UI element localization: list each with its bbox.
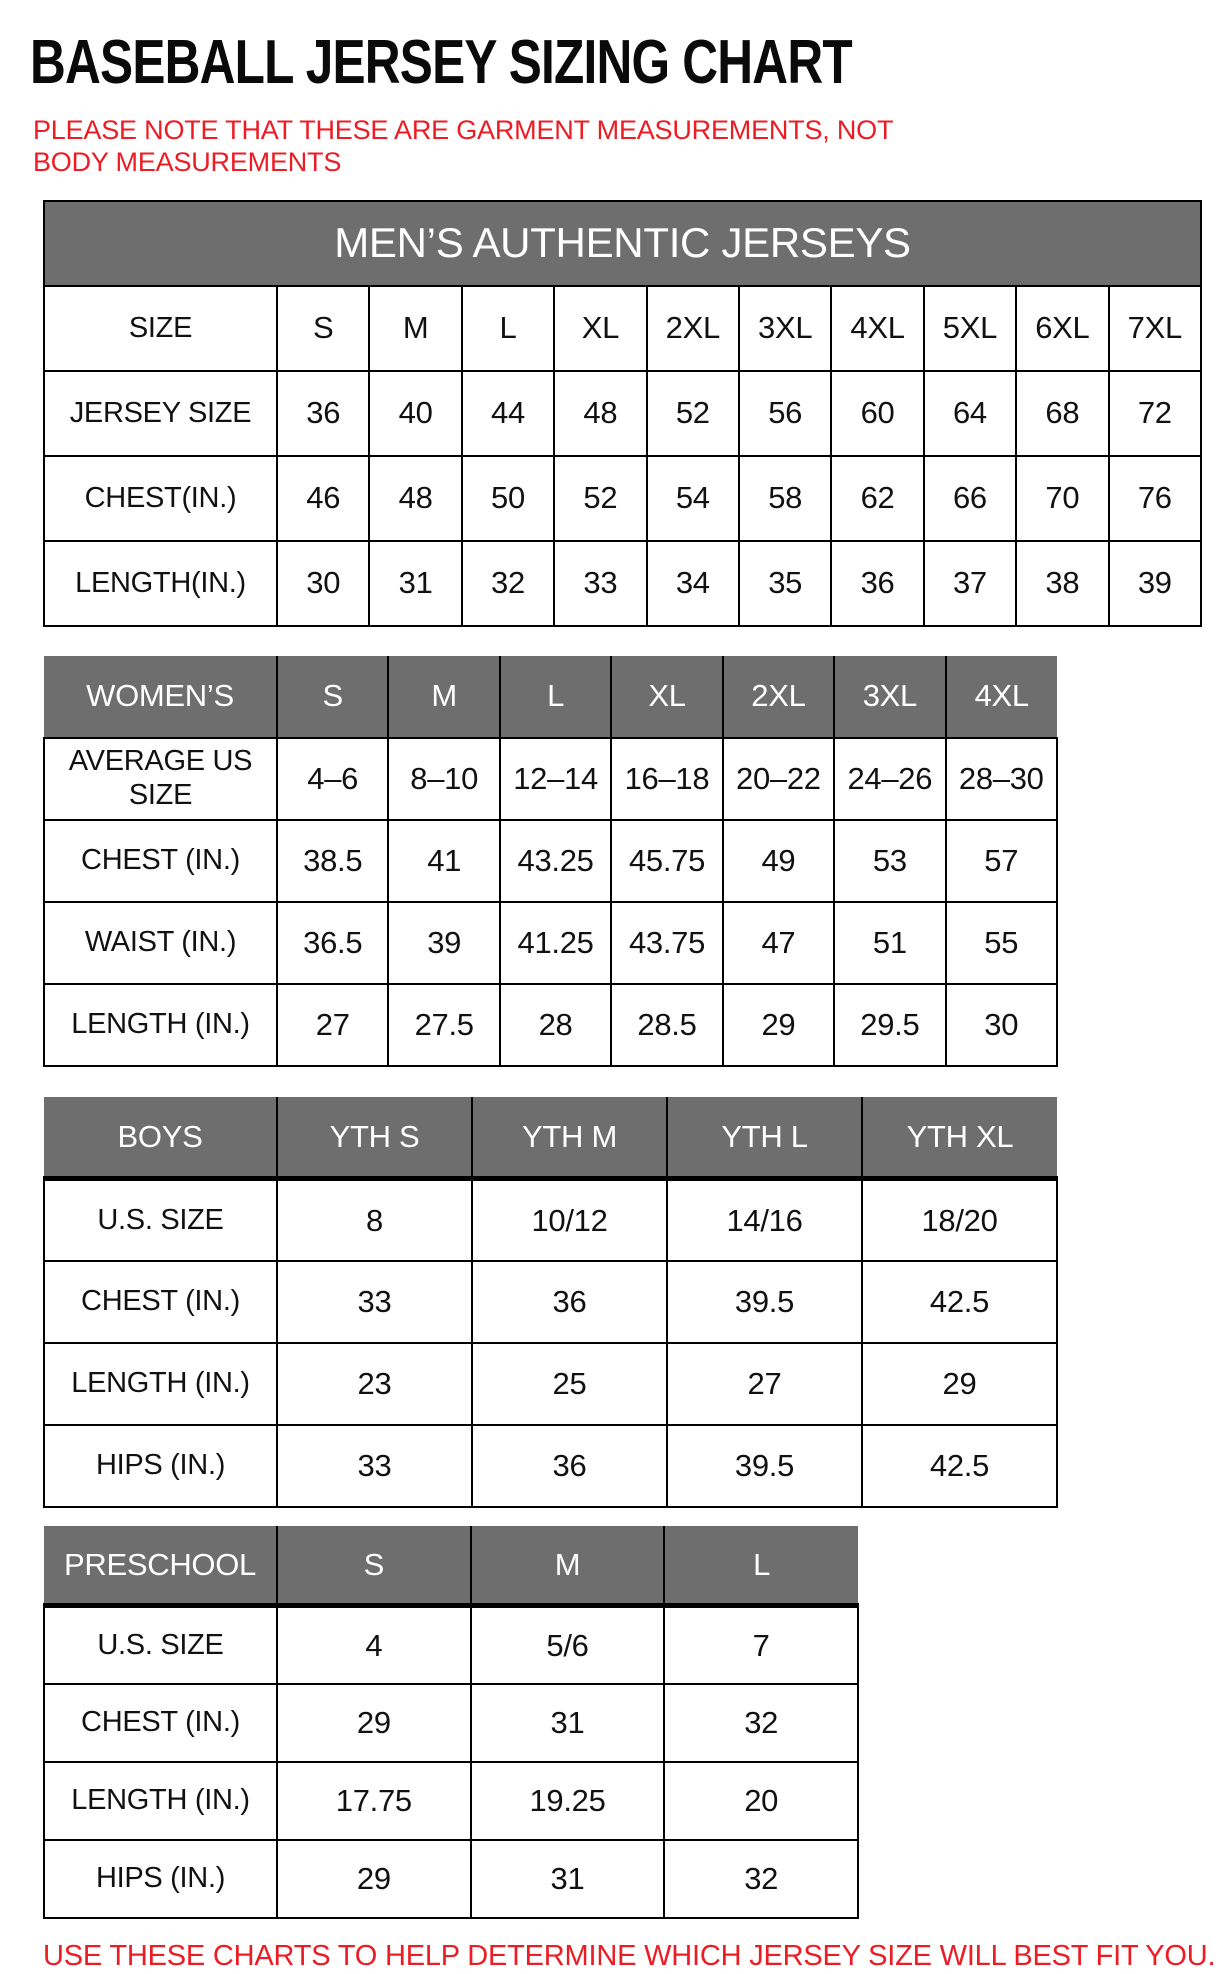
preschool-size-column-header: L — [664, 1526, 858, 1606]
boys-value-cell: 33 — [277, 1261, 472, 1343]
mens-value-cell: 40 — [369, 371, 461, 456]
womens-value-cell: 38.5 — [277, 820, 388, 902]
mens-value-cell: 5XL — [924, 286, 1016, 371]
womens-value-cell: 41 — [388, 820, 499, 902]
boys-table-row — [44, 1425, 1057, 1507]
mens-value-cell: 37 — [924, 541, 1016, 626]
womens-value-cell: 28–30 — [946, 738, 1057, 820]
boys-value-cell: 25 — [472, 1343, 667, 1425]
mens-value-cell: 68 — [1016, 371, 1108, 456]
boys-value-cell: 23 — [277, 1343, 472, 1425]
preschool-row-label: LENGTH (IN.) — [44, 1762, 277, 1840]
mens-table-row — [44, 456, 1201, 541]
mens-value-cell: 6XL — [1016, 286, 1108, 371]
preschool-value-cell: 31 — [471, 1684, 665, 1762]
boys-size-column-header: YTH L — [667, 1097, 862, 1179]
mens-value-cell: 48 — [369, 456, 461, 541]
preschool-row-label: HIPS (IN.) — [44, 1840, 277, 1918]
mens-value-cell: 7XL — [1109, 286, 1201, 371]
womens-value-cell: 43.75 — [611, 902, 722, 984]
preschool-table-row — [44, 1762, 858, 1840]
boys-table-container — [43, 1097, 1220, 1508]
mens-value-cell: 58 — [739, 456, 831, 541]
preschool-value-cell: 29 — [277, 1840, 471, 1918]
mens-value-cell: 62 — [831, 456, 923, 541]
womens-value-cell: 28.5 — [611, 984, 722, 1066]
mens-table-row — [44, 286, 1201, 371]
womens-table-row — [44, 902, 1057, 984]
womens-value-cell: 45.75 — [611, 820, 722, 902]
womens-header-row — [44, 656, 1057, 738]
boys-value-cell: 14/16 — [667, 1179, 862, 1261]
mens-value-cell: 60 — [831, 371, 923, 456]
mens-row-label: JERSEY SIZE — [44, 371, 277, 456]
mens-value-cell: 52 — [554, 456, 646, 541]
preschool-group-label: PRESCHOOL — [44, 1526, 277, 1606]
womens-value-cell: 24–26 — [834, 738, 945, 820]
womens-value-cell: 41.25 — [500, 902, 611, 984]
garment-measurement-note: PLEASE NOTE THAT THESE ARE GARMENT MEASUREMENTS, NOT BODY MEASUREMENTS — [33, 115, 893, 178]
womens-size-column-header: 2XL — [723, 656, 834, 738]
womens-value-cell: 4–6 — [277, 738, 388, 820]
womens-value-cell: 53 — [834, 820, 945, 902]
boys-value-cell: 29 — [862, 1343, 1057, 1425]
preschool-value-cell: 29 — [277, 1684, 471, 1762]
boys-row-label: U.S. SIZE — [44, 1179, 277, 1261]
womens-group-label: WOMEN’S — [44, 656, 277, 738]
boys-table-row — [44, 1261, 1057, 1343]
boys-value-cell: 33 — [277, 1425, 472, 1507]
mens-value-cell: M — [369, 286, 461, 371]
mens-value-cell: 36 — [831, 541, 923, 626]
womens-table-row — [44, 820, 1057, 902]
womens-value-cell: 27 — [277, 984, 388, 1066]
womens-value-cell: 29.5 — [834, 984, 945, 1066]
preschool-value-cell: 5/6 — [471, 1606, 665, 1684]
mens-value-cell: 54 — [647, 456, 739, 541]
mens-value-cell: 44 — [462, 371, 554, 456]
mens-value-cell: 35 — [739, 541, 831, 626]
boys-size-column-header: YTH XL — [862, 1097, 1057, 1179]
boys-sizing-table — [43, 1097, 1058, 1508]
womens-size-column-header: 4XL — [946, 656, 1057, 738]
mens-row-label: LENGTH(IN.) — [44, 541, 277, 626]
boys-value-cell: 27 — [667, 1343, 862, 1425]
boys-value-cell: 42.5 — [862, 1425, 1057, 1507]
womens-size-column-header: S — [277, 656, 388, 738]
fit-advice-footer: USE THESE CHARTS TO HELP DETERMINE WHICH JERSEY SIZE WILL BEST FIT YOU. — [43, 1939, 1216, 1972]
womens-value-cell: 36.5 — [277, 902, 388, 984]
preschool-value-cell: 31 — [471, 1840, 665, 1918]
mens-value-cell: 46 — [277, 456, 369, 541]
womens-value-cell: 20–22 — [723, 738, 834, 820]
mens-table-container — [43, 200, 1220, 627]
mens-row-label: CHEST(IN.) — [44, 456, 277, 541]
boys-table-row — [44, 1343, 1057, 1425]
womens-row-label: AVERAGE US SIZE — [44, 738, 277, 820]
womens-row-label: CHEST (IN.) — [44, 820, 277, 902]
womens-size-column-header: L — [500, 656, 611, 738]
preschool-size-column-header: M — [471, 1526, 665, 1606]
mens-row-label: SIZE — [44, 286, 277, 371]
preschool-value-cell: 4 — [277, 1606, 471, 1684]
womens-value-cell: 47 — [723, 902, 834, 984]
mens-value-cell: 31 — [369, 541, 461, 626]
preschool-row-label: CHEST (IN.) — [44, 1684, 277, 1762]
boys-size-column-header: YTH M — [472, 1097, 667, 1179]
womens-value-cell: 51 — [834, 902, 945, 984]
preschool-value-cell: 20 — [664, 1762, 858, 1840]
preschool-table-container — [43, 1526, 1220, 1919]
preschool-value-cell: 7 — [664, 1606, 858, 1684]
womens-value-cell: 27.5 — [388, 984, 499, 1066]
womens-size-column-header: XL — [611, 656, 722, 738]
boys-value-cell: 36 — [472, 1261, 667, 1343]
mens-value-cell: 64 — [924, 371, 1016, 456]
womens-value-cell: 29 — [723, 984, 834, 1066]
mens-value-cell: XL — [554, 286, 646, 371]
mens-table-row — [44, 541, 1201, 626]
womens-row-label: WAIST (IN.) — [44, 902, 277, 984]
preschool-row-label: U.S. SIZE — [44, 1606, 277, 1684]
boys-value-cell: 18/20 — [862, 1179, 1057, 1261]
boys-row-label: CHEST (IN.) — [44, 1261, 277, 1343]
mens-value-cell: S — [277, 286, 369, 371]
womens-size-column-header: 3XL — [834, 656, 945, 738]
womens-table-row — [44, 738, 1057, 820]
mens-value-cell: 30 — [277, 541, 369, 626]
mens-value-cell: L — [462, 286, 554, 371]
womens-value-cell: 55 — [946, 902, 1057, 984]
womens-value-cell: 49 — [723, 820, 834, 902]
womens-size-column-header: M — [388, 656, 499, 738]
mens-value-cell: 48 — [554, 371, 646, 456]
womens-value-cell: 8–10 — [388, 738, 499, 820]
womens-table-row — [44, 984, 1057, 1066]
mens-value-cell: 3XL — [739, 286, 831, 371]
womens-sizing-table — [43, 656, 1058, 1067]
womens-value-cell: 16–18 — [611, 738, 722, 820]
preschool-header-row — [44, 1526, 858, 1606]
preschool-value-cell: 19.25 — [471, 1762, 665, 1840]
womens-row-label: LENGTH (IN.) — [44, 984, 277, 1066]
mens-value-cell: 32 — [462, 541, 554, 626]
womens-table-container — [43, 656, 1220, 1067]
mens-table-row — [44, 371, 1201, 456]
mens-value-cell: 66 — [924, 456, 1016, 541]
boys-value-cell: 36 — [472, 1425, 667, 1507]
boys-value-cell: 10/12 — [472, 1179, 667, 1261]
preschool-table-row — [44, 1684, 858, 1762]
mens-value-cell: 70 — [1016, 456, 1108, 541]
womens-value-cell: 28 — [500, 984, 611, 1066]
mens-value-cell: 4XL — [831, 286, 923, 371]
boys-value-cell: 39.5 — [667, 1425, 862, 1507]
mens-value-cell: 39 — [1109, 541, 1201, 626]
mens-value-cell: 2XL — [647, 286, 739, 371]
womens-value-cell: 30 — [946, 984, 1057, 1066]
womens-value-cell: 43.25 — [500, 820, 611, 902]
boys-size-column-header: YTH S — [277, 1097, 472, 1179]
boys-group-label: BOYS — [44, 1097, 277, 1179]
preschool-value-cell: 32 — [664, 1684, 858, 1762]
mens-value-cell: 52 — [647, 371, 739, 456]
mens-value-cell: 36 — [277, 371, 369, 456]
mens-value-cell: 50 — [462, 456, 554, 541]
boys-value-cell: 39.5 — [667, 1261, 862, 1343]
page-title: BASEBALL JERSEY SIZING CHART — [30, 28, 852, 97]
preschool-sizing-table — [43, 1526, 859, 1919]
preschool-value-cell: 32 — [664, 1840, 858, 1918]
boys-row-label: HIPS (IN.) — [44, 1425, 277, 1507]
mens-sizing-table — [43, 200, 1202, 627]
preschool-value-cell: 17.75 — [277, 1762, 471, 1840]
womens-value-cell: 39 — [388, 902, 499, 984]
boys-value-cell: 42.5 — [862, 1261, 1057, 1343]
mens-value-cell: 76 — [1109, 456, 1201, 541]
preschool-table-row — [44, 1606, 858, 1684]
tables-container — [43, 200, 1220, 1919]
boys-table-row — [44, 1179, 1057, 1261]
preschool-table-row — [44, 1840, 858, 1918]
mens-value-cell: 38 — [1016, 541, 1108, 626]
womens-value-cell: 57 — [946, 820, 1057, 902]
mens-banner: MEN’S AUTHENTIC JERSEYS — [44, 201, 1201, 286]
boys-row-label: LENGTH (IN.) — [44, 1343, 277, 1425]
mens-value-cell: 33 — [554, 541, 646, 626]
mens-value-cell: 56 — [739, 371, 831, 456]
mens-value-cell: 34 — [647, 541, 739, 626]
womens-value-cell: 12–14 — [500, 738, 611, 820]
mens-value-cell: 72 — [1109, 371, 1201, 456]
preschool-size-column-header: S — [277, 1526, 471, 1606]
boys-value-cell: 8 — [277, 1179, 472, 1261]
boys-header-row — [44, 1097, 1057, 1179]
